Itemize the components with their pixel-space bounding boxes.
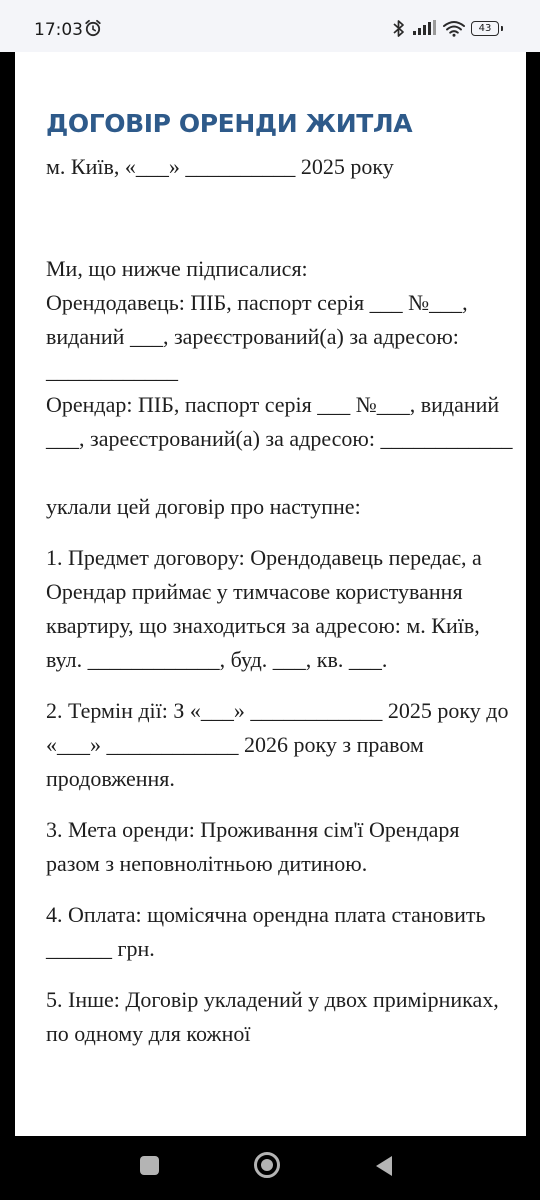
recents-button[interactable] — [140, 1156, 159, 1175]
clause-subject: 1. Предмет договору: Орендодавець передає, а Орендар приймає у тимчасове користування квартиру, що знаходиться за адресою: м. Київ, вул. ____________, буд. ___, кв. ___. — [46, 545, 482, 672]
document-page[interactable] — [15, 52, 526, 1136]
clause-other: 5. Інше: Договір укладений у двох примірниках, по одному для кожної — [46, 987, 499, 1046]
document-body — [46, 150, 516, 1068]
city-date-line: м. Київ, «___» __________ 2025 року — [46, 154, 394, 179]
battery-icon: 43 — [471, 21, 499, 36]
back-button[interactable] — [374, 1154, 394, 1178]
signal-icon — [412, 20, 438, 36]
landlord-details: Орендодавець: ПІБ, паспорт серія ___ №___, виданий ___, зареєстрований(а) за адресою: ____________ — [46, 290, 468, 383]
parties-block — [46, 252, 516, 456]
status-time: 17:03 — [34, 20, 83, 40]
parties-intro: Ми, що нижче підписалися: — [46, 256, 308, 281]
alarm-icon — [84, 19, 102, 37]
document-title: ДОГОВІР ОРЕНДИ ЖИТЛА — [46, 109, 413, 138]
bluetooth-icon — [392, 19, 406, 38]
clause-payment: 4. Оплата: щомісячна орендна плата становить ______ грн. — [46, 902, 486, 961]
clause-purpose: 3. Мета оренди: Проживання сім'ї Орендаря разом з неповнолітньою дитиною. — [46, 817, 460, 876]
home-button[interactable] — [254, 1152, 280, 1178]
agreement-intro: уклали цей договір про наступне: — [46, 494, 361, 519]
tenant-details: Орендар: ПІБ, паспорт серія ___ №___, виданий ___, зареєстрований(а) за адресою: ____________ — [46, 392, 513, 451]
status-bar — [0, 0, 540, 52]
wifi-icon — [442, 19, 466, 37]
clause-term: 2. Термін дії: З «___» ____________ 2025 року до «___» ____________ 2026 року з правом продовження. — [46, 698, 509, 791]
